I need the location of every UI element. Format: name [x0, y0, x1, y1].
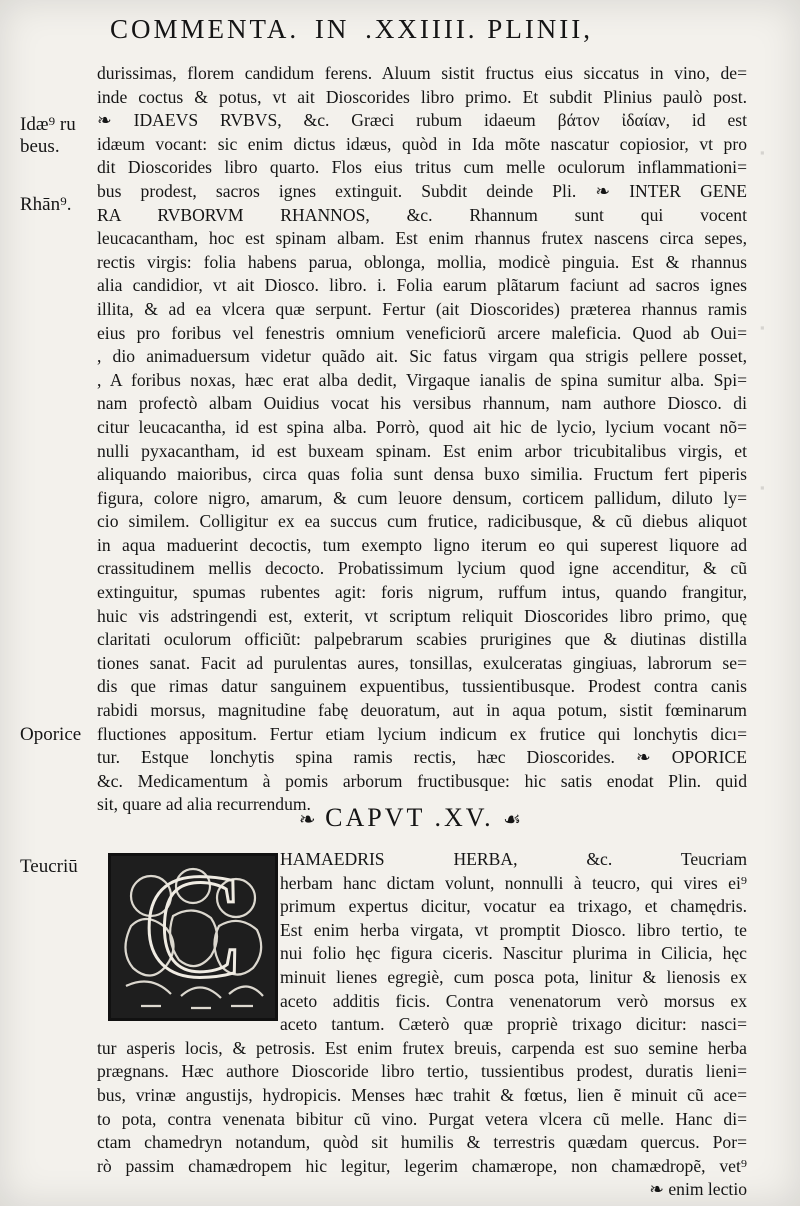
- margin-note-rhannus-line1: Rhān⁹.: [20, 194, 72, 215]
- text-line: nam profectò albam Ouidius vocat his versibus rhannum, nam authore Diosco. di: [97, 393, 747, 414]
- text-line: bus, vrinæ angustijs, hydropicis. Menses hæc trahit & fœtus, lien ẽ minuit cũ ace=: [97, 1084, 747, 1105]
- text-line: , A foribus noxas, hæc erat alba dedit, Virgaque ianalis de spina sumitur alba. Spi=: [97, 369, 747, 390]
- commentary-text: [97, 62, 747, 817]
- text-line: rabidi morsus, magnitudine fabę deuoratum, aut in aqua potum, sistit fœminarum: [97, 700, 747, 721]
- text-line: durissimas, florem candidum ferens. Aluum sistit fructus eius siccatus in vino, de=: [97, 63, 747, 83]
- text-line: leucacantham, hoc est spinam albam. Est enim rhannus frutex nascens circa sepes,: [97, 228, 747, 249]
- chapter-heading: [240, 803, 580, 833]
- text-line: nulli pyxacantham, id est buxeam spinam. Est enim arbor tricubitalibus virgis, et: [97, 440, 747, 461]
- text-line: eius pro foribus vel fenestris omnium veneficiorũ arcere maleficia. Quod ab Oui=: [97, 322, 747, 343]
- text-line: citur leucacantha, id est spina alba. Porrò, quod ait hic de lycio, lycium vocant nõ=: [97, 416, 747, 437]
- running-head-right: .XXIIII. PLINII,: [365, 14, 594, 44]
- text-line: aceto tantum. Cæterò quæ propriè trixago dicitur: nasci=: [280, 1014, 747, 1035]
- margin-note-rhannus: [20, 194, 71, 216]
- text-line: huic vis adstringendi est, exterit, vt scriptum reliquit Dioscorides libro primo, quę: [97, 605, 747, 626]
- text-line: dis que rimas datur sanguinem expuentibus, tussientibusque. Prodest contra canis: [97, 676, 747, 697]
- text-line: claritati oculorum officiũt: palpebrarum scabies prurigines que & diutinas distilla: [97, 629, 747, 650]
- text-line: bus prodest, sacros ignes extinguit. Subdit deinde Pli. ❧ INTER GENE: [97, 180, 747, 201]
- text-line: , dio animaduersum videtur quãdo ait. Sic fatus virgam qua strigis pellere posset,: [97, 346, 747, 367]
- text-line: dit Dioscorides libro quarto. Flos eius tritus cum melle oculorum inflammationi=: [97, 157, 747, 178]
- text-line: aliquando maioribus, circa quas folia sunt densa buxo similia. Fructum fert piperis: [97, 464, 747, 485]
- initial-letter: C: [142, 856, 244, 1009]
- text-line: in aqua maduerint decoctis, tum exempto ligno iterum eo qui superest liquore ad: [97, 534, 747, 555]
- bleed-through-mark: ▪: [760, 480, 765, 495]
- margin-note-idaeus-line2: beus.: [20, 136, 60, 157]
- text-line: tur asperis locis, & petrosis. Est enim frutex breuis, carpenda est suo semine herba: [97, 1037, 747, 1058]
- text-line: tiones sanat. Facit ad purulentas aures, tonsillas, exulceratas gingiuas, labrorum se=: [97, 652, 747, 673]
- text-line: ❧ IDAEVS RVBVS, &c. Græci rubum idaeum βάτον ἰδαίαν, id est: [97, 110, 747, 131]
- text-line: illita, & ad ea vlcera quæ serpunt. Fertur (ait Dioscorides) præterea rhannus ramis: [97, 298, 747, 319]
- margin-note-teucrium: [20, 856, 78, 878]
- chapter-title: CAPVT .XV.: [325, 803, 494, 832]
- margin-note-idaeus-2: [20, 136, 60, 158]
- text-line: crassitudinem mellis decocto. Probatissimum lycium quod igne accenditur, & cũ: [97, 558, 747, 579]
- text-line: tur. Estque lonchytis spina ramis rectis, hæc Dioscorides. ❧ OPORICE: [97, 747, 747, 768]
- text-line: idæum vocant: sic enim dictus idæus, quòd in Ida mõte nascatur copiosior, vt pro: [97, 133, 747, 154]
- text-line: prægnans. Hæc authore Dioscoride libro tertio, tussientibus prodest, duratis lieni=: [97, 1061, 747, 1082]
- text-line: Est enim herba virgata, vt promptit Diosco. libro tertio, te: [280, 919, 747, 940]
- text-line: HAMAEDRIS HERBA, &c. Teucriam: [280, 849, 747, 869]
- text-line: to pota, contra venenata bibitur cũ vino. Purgat vetera vlcera cũ melle. Hanc di=: [97, 1108, 747, 1129]
- text-line: RA RVBORVM RHANNOS, &c. Rhannum sunt qui vocent: [97, 204, 747, 225]
- running-head: [110, 14, 710, 45]
- margin-note-idaeus: [20, 114, 76, 136]
- text-line: aceto additis ficis. Contra venenatorum verò morsus ex: [280, 990, 747, 1011]
- text-line: sit, quare ad alia recurrendum.: [97, 794, 311, 815]
- margin-note-idaeus-line1: Idæ⁹ ru: [20, 114, 76, 135]
- margin-note-oporice: [20, 724, 81, 746]
- text-line: rectis virgis: folia habens parua, oblonga, mollia, modicè pinguia. Est & rhannus: [97, 251, 747, 272]
- running-head-mid: IN: [314, 14, 350, 44]
- text-line: minuit lienes egregiè, cum posca pota, linitur & lienosis ex: [280, 966, 747, 987]
- text-line: ctam chamedryn notandum, quòd sit humilis & terrestris quædam quercus. Por=: [97, 1132, 747, 1153]
- margin-note-teucrium-line1: Teucriū: [20, 856, 78, 877]
- text-line: primum expertus dicitur, vocatur ea trixago, et chamędris.: [280, 896, 747, 917]
- bleed-through-mark: ▪: [760, 145, 765, 160]
- text-line: inde coctus & potus, vt ait Dioscorides libro primo. Et subdit Plinius paulò post.: [97, 86, 747, 107]
- text-line: ❧ enim lectio: [649, 1179, 747, 1200]
- chapter-text: [97, 848, 747, 1202]
- text-line: figura, colore nigro, amarum, & cum leuore densum, corticem pallidum, diluto ly=: [97, 487, 747, 508]
- running-head-left: COMMENTA.: [110, 14, 300, 44]
- text-line: fluctiones appositum. Fertur etiam lycium indicum ex frutice qui lonchytis dicı=: [97, 723, 747, 744]
- text-line: alia candidior, vt ait Diosco. libro. i. Folia earum plãtarum faciunt ad sacros ignes: [97, 275, 747, 296]
- text-line: cio similem. Colligitur ex ea succus cum frutice, radicibusque, & cũ diebus aliquot: [97, 511, 747, 532]
- text-line: herbam hanc dictam volunt, nonnulli à teucro, qui vires ei⁹: [280, 872, 747, 893]
- text-line: rò passim chamædropem hic legitur, legerim chamærope, non chamædropẽ, vet⁹: [97, 1155, 747, 1176]
- margin-note-oporice-line1: Oporice: [20, 724, 82, 745]
- text-line: nui folio hęc figura ciceris. Nascitur plurima in Cilicia, hęc: [280, 943, 747, 964]
- bleed-through-mark: ▪: [760, 320, 765, 335]
- fleuron-right-icon: ☙: [503, 809, 522, 831]
- text-line: extinguitur, spumas rubentes agit: foris nigrum, ruffum intus, quando frangitur,: [97, 582, 747, 603]
- text-line: &c. Medicamentum à pomis arborum fructibusque: hic satis enodat Plin. quid: [97, 770, 747, 791]
- fleuron-left-icon: ❧: [298, 809, 316, 831]
